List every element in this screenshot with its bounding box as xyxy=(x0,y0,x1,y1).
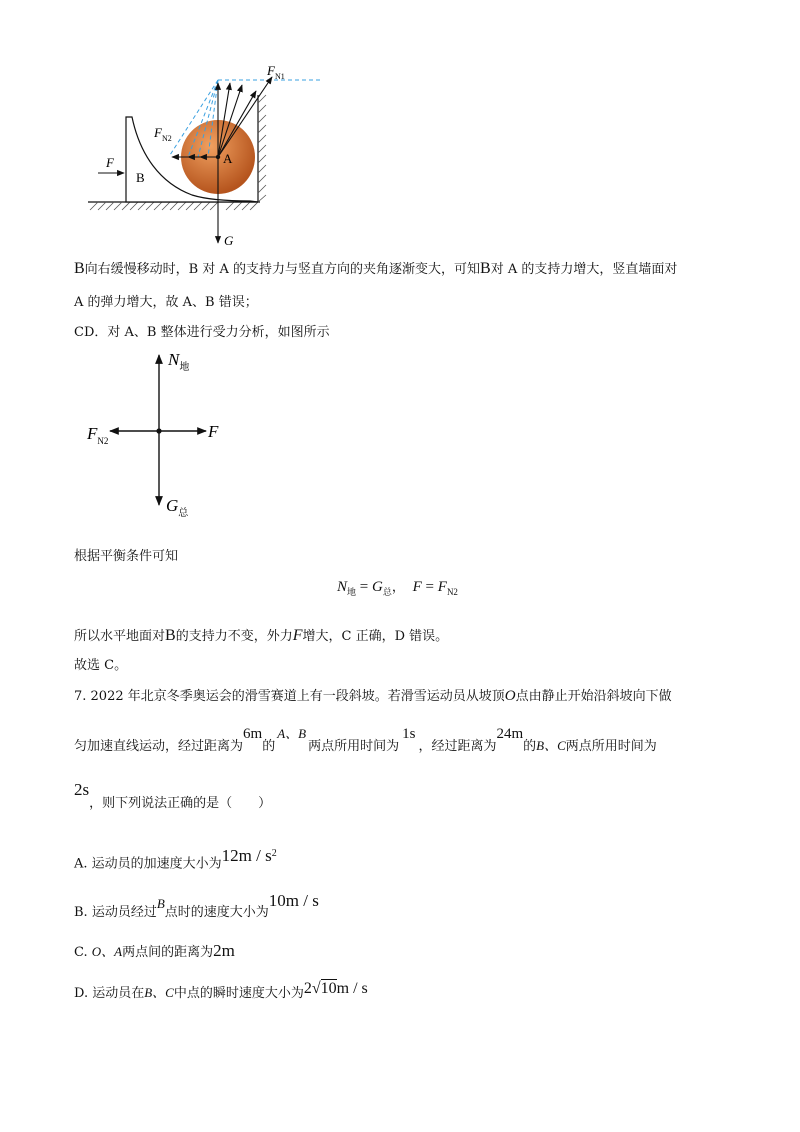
balance-intro: 根据平衡条件可知 xyxy=(74,549,179,564)
label-n-ground: $N_地$ xyxy=(168,350,190,373)
label-g-total: $G_总$ xyxy=(166,496,189,519)
option-c[interactable]: C. O、A两点间的距离为2m xyxy=(74,941,235,960)
q7-line3: 2s，则下列说法正确的是（ ） xyxy=(74,780,272,811)
option-a[interactable]: A. 运动员的加速度大小为$12m / s^2$ xyxy=(74,846,277,872)
sqrt-symbol: √ xyxy=(311,980,321,997)
label-fn2-total: $F_{N2}$ xyxy=(87,424,109,446)
label-f: F xyxy=(106,155,114,170)
option-d[interactable]: D. 运动员在B、C中点的瞬时速度大小为2√10m / s xyxy=(74,980,368,1001)
conclusion: 所以水平地面对B的支持力不变，外力F增大，C 正确，D 错误。 xyxy=(74,627,449,644)
label-b: B xyxy=(136,170,145,185)
label-g: G xyxy=(224,233,234,248)
figure-free-body xyxy=(80,345,250,525)
q7-line2: 匀加速直线运动，经过距离为6m的A、B两点所用时间为1s，经过距离为24m的B、C两点所用时间为 xyxy=(74,726,657,754)
para1-line1: B向右缓慢移动时，B 对 A 的支持力与竖直方向的夹角逐渐变大，可知B对 A 的支持力增大，竖直墙面对 xyxy=(74,260,678,277)
label-f-right: F xyxy=(208,422,219,441)
answer: 故选 C。 xyxy=(74,658,128,673)
label-fn2: $F_{N2}$ xyxy=(154,125,172,143)
figure-ball-block xyxy=(80,55,340,255)
para1-line2: A 的弹力增大，故 A、B 错误； xyxy=(74,295,258,310)
option-b[interactable]: B. 运动员经过B点时的速度大小为10m / s xyxy=(74,891,319,920)
ground xyxy=(88,202,260,210)
cd-line: CD．对 A、B 整体进行受力分析，如图所示 xyxy=(74,325,330,340)
label-fn1: $F_{N1}$ xyxy=(267,63,285,81)
equation: $N_地 = G_总$， $F = F_{N2}$ xyxy=(337,579,458,597)
wall xyxy=(258,95,266,202)
q7-line1: 7. 2022 年北京冬季奥运会的滑雪赛道上有一段斜坡。若滑雪运动员从坡顶O点由静止开始沿斜坡向下做 xyxy=(74,688,672,704)
label-a: A xyxy=(223,151,233,166)
